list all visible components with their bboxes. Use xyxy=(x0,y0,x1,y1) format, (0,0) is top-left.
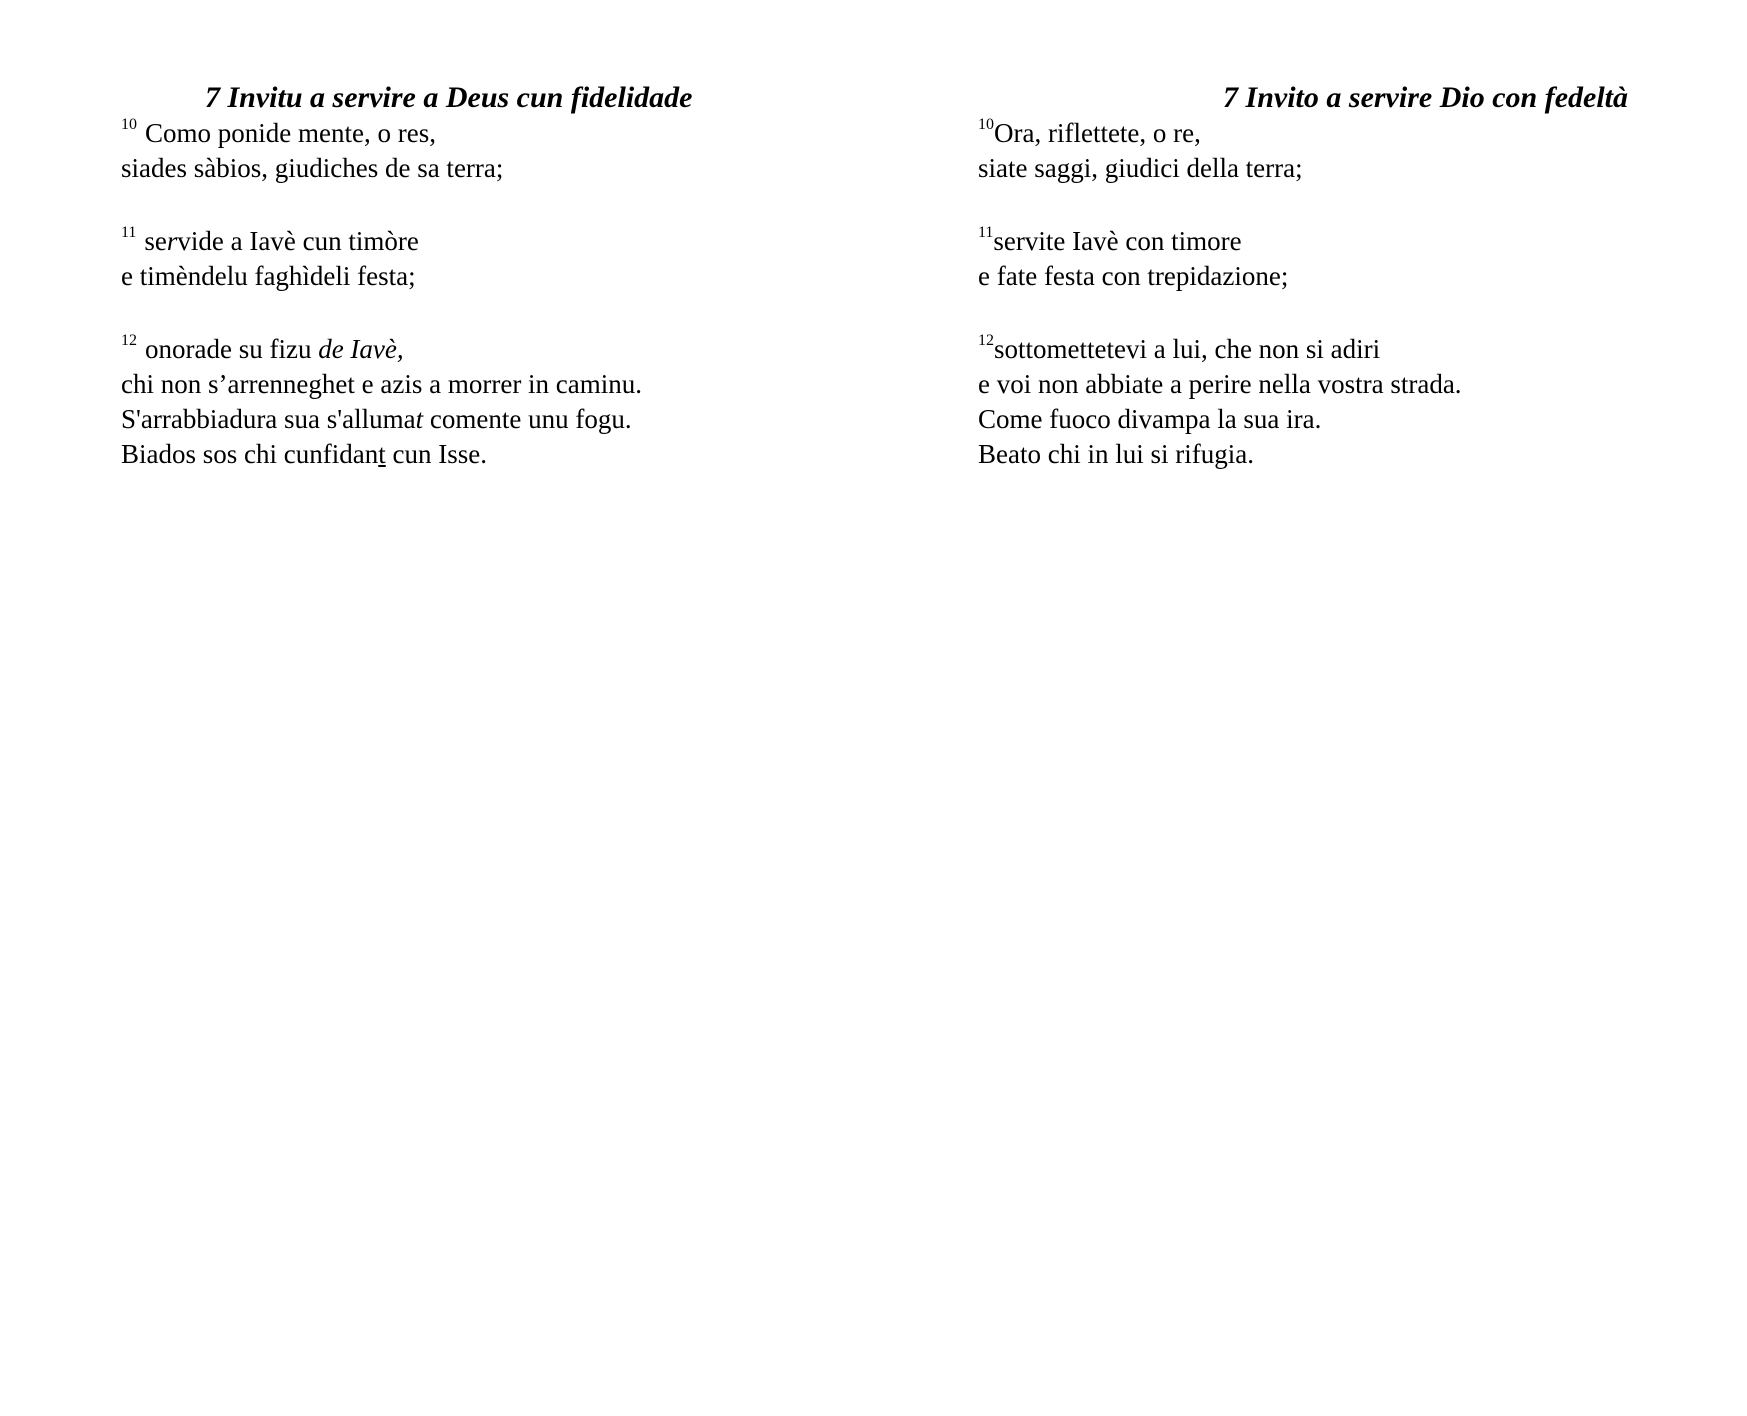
verse-line: siades sàbios, giudiches de sa terra; xyxy=(121,153,504,183)
verse-line xyxy=(121,332,841,367)
verse-number: 10 xyxy=(978,116,994,133)
italic-letter: r xyxy=(166,226,178,256)
verse-line xyxy=(121,402,841,437)
verse-text: S'arrabbiadura sua s'alluma xyxy=(121,404,416,434)
italian-column xyxy=(978,80,1628,472)
verse-line xyxy=(978,332,1628,367)
sardinian-verse-10 xyxy=(121,116,841,186)
italian-verse-11 xyxy=(978,224,1628,294)
verse-number: 12 xyxy=(978,332,994,349)
italian-verse-12 xyxy=(978,332,1628,472)
verse-text: sottomettetevi a lui, che non si adiri xyxy=(994,334,1381,364)
verse-number: 10 xyxy=(121,116,137,133)
verse-line: Beato chi in lui si rifugia. xyxy=(978,439,1254,469)
verse-text: Como ponide mente, o res, xyxy=(145,118,436,148)
verse-line xyxy=(978,224,1628,259)
verse-line: e voi non abbiate a perire nella vostra strada. xyxy=(978,369,1462,399)
italic-letter: t xyxy=(415,404,424,434)
italian-heading: 7 Invito a servire Dio con fedeltà xyxy=(1223,81,1628,114)
italian-verse-10 xyxy=(978,116,1628,186)
sardinian-column xyxy=(121,80,841,472)
verse-text: onorade su fizu xyxy=(145,334,319,364)
verse-number: 12 xyxy=(121,332,137,349)
verse-text: Biados sos chi cunfidan xyxy=(121,439,379,469)
verse-line xyxy=(121,437,841,472)
verse-text: cun Isse. xyxy=(385,439,487,469)
verse-line: Come fuoco divampa la sua ira. xyxy=(978,404,1322,434)
verse-text: se xyxy=(144,226,167,256)
verse-line: e fate festa con trepidazione; xyxy=(978,261,1289,291)
verse-line: siate saggi, giudici della terra; xyxy=(978,153,1303,183)
verse-number: 11 xyxy=(121,224,137,241)
sardinian-verse-12 xyxy=(121,332,841,472)
verse-text: vide a Iavè cun timòre xyxy=(177,226,419,256)
verse-line xyxy=(121,224,841,259)
verse-line xyxy=(121,116,841,151)
verse-text: servite Iavè con timore xyxy=(993,226,1242,256)
sardinian-heading: 7 Invitu a servire a Deus cun fidelidade xyxy=(205,81,693,114)
underlined-letter: t xyxy=(378,439,386,469)
verse-text: comente unu fogu. xyxy=(423,404,632,434)
verse-line: chi non s’arrenneghet e azis a morrer in caminu. xyxy=(121,369,643,399)
verse-line xyxy=(978,116,1628,151)
verse-number: 11 xyxy=(978,224,994,241)
verse-text: Ora, riflettete, o re, xyxy=(994,118,1201,148)
sardinian-verse-11 xyxy=(121,224,841,294)
italic-text: de Iavè, xyxy=(318,334,404,364)
verse-line: e timèndelu faghìdeli festa; xyxy=(121,261,416,291)
